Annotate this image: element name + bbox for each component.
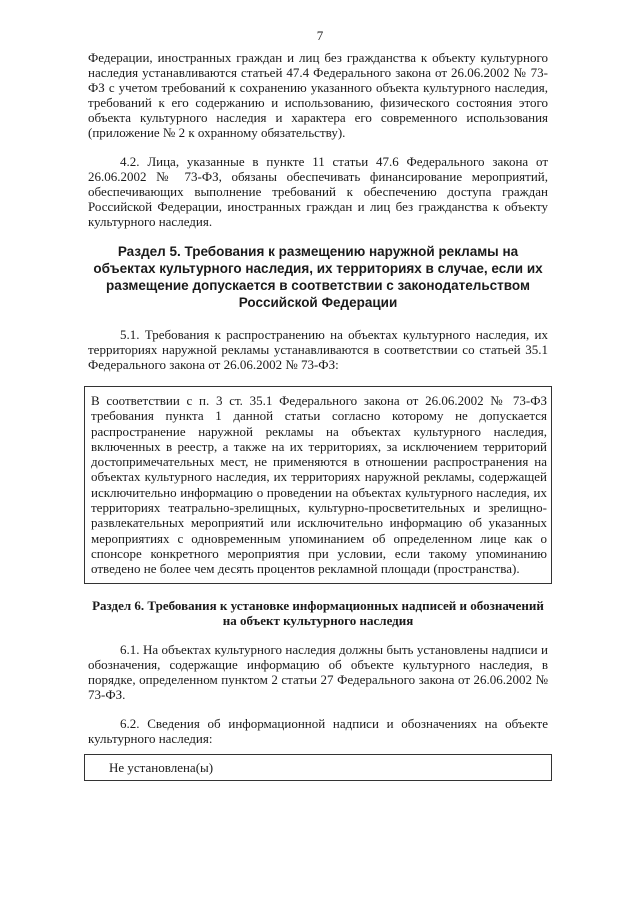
paragraph-6-1: 6.1. На объектах культурного наследия должны быть установлены надписи и обозначения, содержащие информацию об объекте культурного наследия, в порядке, определенном пунктом 2 статьи 27 Федерального закона от 26.06.2002 № 73-ФЗ. bbox=[88, 641, 548, 702]
advertising-requirements-box: В соответствии с п. 3 ст. 35.1 Федерального закона от 26.06.2002 № 73-ФЗ требования пункта 1 данной статьи согласно которому не допускается распространение наружной рекламы на объектах культурного наследия, включенных в реестр, а также на их территориях, за исключением территорий достопримечательных мест, не применяются в отношении распространения на объектах культурного наследия, их территориях наружной рекламы, содержащей исключительно информацию о проведении на объектах культурного наследия, их территориях театрально-зрелищных, культурно-просветительных и зрелищно-развлекательных мероприятий или исключительно информацию об указанных мероприятиях с одновременным упоминанием об определенном лице как о спонсоре конкретного мероприятия при условии, если такому упоминанию отведено не более чем десять процентов рекламной площади (пространства). bbox=[84, 386, 552, 584]
section-6-heading: Раздел 6. Требования к установке информационных надписей и обозначений на объект культурного наследия bbox=[92, 597, 544, 628]
paragraph-6-2: 6.2. Сведения об информационной надписи и обозначениях на объекте культурного наследия: bbox=[88, 715, 548, 746]
page-number: 7 bbox=[316, 28, 324, 43]
section-5-heading: Раздел 5. Требования к размещению наружной рекламы на объектах культурного наследия, их территориях в случае, если их размещение допускается в соответствии с законодательством Российской Федерации bbox=[93, 244, 543, 310]
inscription-info-box: Не установлена(ы) bbox=[84, 754, 552, 781]
paragraph-4-2: 4.2. Лица, указанные в пункте 11 статьи 47.6 Федерального закона от 26.06.2002 № 73-ФЗ, обязаны обеспечивать финансирование мероприятий, обеспечивающих выполнение требований к обеспечению доступа граждан Российской Федерации, иностранных граждан и лиц без гражданства к объекту культурного наследия. bbox=[88, 154, 548, 229]
paragraph-5-1: 5.1. Требования к распространению на объектах культурного наследия, их территориях наружной рекламы устанавливаются в соответствии со статьей 35.1 Федерального закона от 26.06.2002 № 73-ФЗ: bbox=[88, 327, 548, 372]
document-content bbox=[88, 50, 548, 781]
paragraph-access-requirements: Федерации, иностранных граждан и лиц без гражданства к объекту культурного наследия устанавливаются статьей 47.4 Федерального закона от 26.06.2002 № 73-ФЗ с учетом требований к сохранению указанного объекта культурного наследия, требований к его содержанию и использованию, физического состояния этого объекта культурного наследия и характера его современного использования (приложение № 2 к охранному обязательству). bbox=[88, 50, 548, 140]
